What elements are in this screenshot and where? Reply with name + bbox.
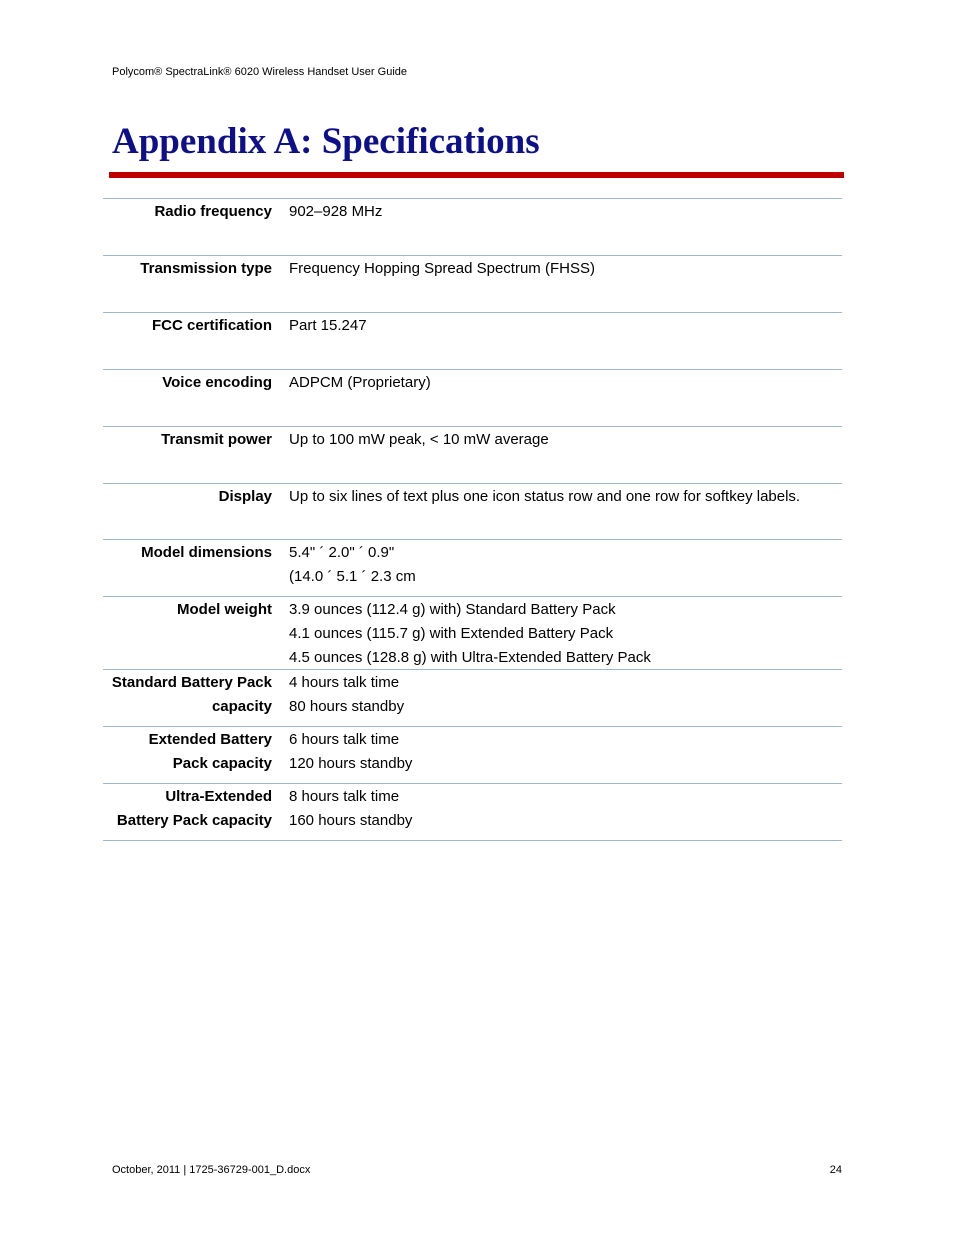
spec-row-radio-frequency — [103, 199, 842, 256]
spec-value — [272, 728, 842, 783]
spec-value-line: 6 hours talk time — [289, 731, 400, 748]
spec-label-line: Battery Pack capacity — [116, 812, 272, 829]
spec-value-line: (14.0 ´ 5.1 ´ 2.3 cm — [289, 568, 416, 585]
spec-value-line: 4.1 ounces (115.7 g) with Extended Battery Pack — [289, 625, 614, 642]
spec-value — [272, 541, 842, 596]
spec-label-line: Extended Battery — [148, 731, 272, 748]
spec-label: Transmission type — [140, 260, 272, 277]
spec-value — [272, 785, 842, 840]
spec-value — [272, 428, 842, 483]
spec-label: Radio frequency — [154, 203, 272, 220]
footer-date-docid: October, 2011 | 1725-36729-001_D.docx — [112, 1164, 311, 1176]
spec-value — [272, 200, 842, 255]
spec-label: Display — [218, 488, 272, 505]
spec-row-standard-battery-capacity — [103, 670, 842, 727]
spec-row-ultra-extended-battery-capacity — [103, 784, 842, 841]
running-header: Polycom® SpectraLink® 6020 Wireless Handset User Guide — [112, 66, 408, 78]
spec-label-line: Standard Battery Pack — [111, 674, 272, 691]
spec-value-line: 902–928 MHz — [289, 203, 383, 220]
spec-label — [103, 785, 272, 840]
spec-label: Voice encoding — [162, 374, 272, 391]
spec-row-display — [103, 484, 842, 540]
spec-row-voice-encoding — [103, 370, 842, 427]
spec-value — [272, 257, 842, 312]
specifications-table — [103, 198, 842, 841]
spec-value-line: Up to six lines of text plus one icon status row and one row for softkey labels. — [289, 488, 801, 505]
spec-value-line: 4.5 ounces (128.8 g) with Ultra-Extended Battery Pack — [289, 649, 651, 666]
spec-label-line: Pack capacity — [172, 755, 272, 772]
title-underline — [109, 172, 844, 178]
spec-value-line: Frequency Hopping Spread Spectrum (FHSS) — [289, 260, 595, 277]
spec-value — [272, 314, 842, 369]
spec-label-line: Ultra-Extended — [165, 788, 272, 805]
page-number: 24 — [829, 1164, 842, 1176]
spec-row-transmission-type — [103, 256, 842, 313]
spec-value-line: 160 hours standby — [289, 812, 413, 829]
spec-value-line: 4 hours talk time — [289, 674, 400, 691]
spec-label: Model dimensions — [141, 544, 272, 561]
spec-value-line: 8 hours talk time — [289, 788, 400, 805]
spec-value — [272, 598, 842, 669]
spec-value-line: Part 15.247 — [289, 317, 367, 334]
spec-label: FCC certification — [151, 317, 272, 334]
spec-value-line: 120 hours standby — [289, 755, 413, 772]
spec-label-line: capacity — [211, 698, 272, 715]
spec-label — [103, 728, 272, 783]
spec-row-model-dimensions — [103, 540, 842, 597]
spec-row-transmit-power — [103, 427, 842, 484]
spec-label: Transmit power — [161, 431, 272, 448]
spec-label: Model weight — [177, 601, 272, 618]
spec-label — [103, 671, 272, 726]
spec-value-line: 5.4" ´ 2.0" ´ 0.9" — [289, 544, 395, 561]
spec-value-line: 3.9 ounces (112.4 g) with) Standard Battery Pack — [289, 601, 616, 618]
spec-value — [272, 485, 842, 539]
spec-row-model-weight — [103, 597, 842, 670]
spec-value-line: ADPCM (Proprietary) — [289, 374, 431, 391]
spec-row-fcc-certification — [103, 313, 842, 370]
spec-value-line: 80 hours standby — [289, 698, 405, 715]
spec-row-extended-battery-capacity — [103, 727, 842, 784]
spec-value — [272, 371, 842, 426]
page-title: Appendix A: Specifications — [112, 121, 540, 162]
spec-value — [272, 671, 842, 726]
spec-value-line: Up to 100 mW peak, < 10 mW average — [289, 431, 549, 448]
